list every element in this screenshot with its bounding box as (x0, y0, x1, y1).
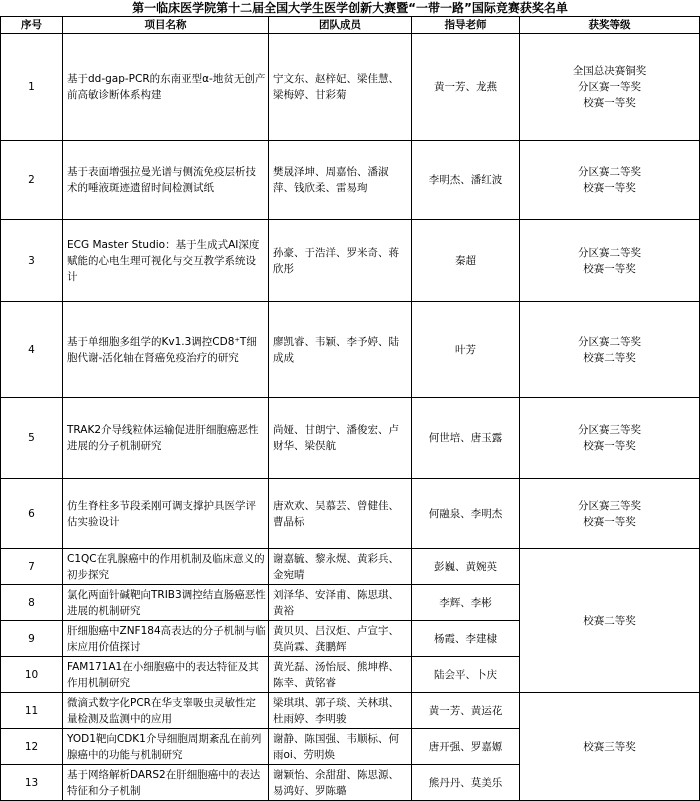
row-team: 唐欢欢、吴慕芸、曾健佳、曹晶标 (269, 479, 412, 549)
row-advisor: 何世培、唐玉露 (412, 398, 520, 479)
header-team: 团队成员 (269, 17, 412, 34)
merged-award-school-third: 校赛三等奖 (520, 693, 700, 801)
row-team: 宁文东、赵梓妃、梁佳慧、梁梅婷、甘彩菊 (269, 34, 412, 141)
row-project: 仿生脊柱多节段柔刚可调支撑护具医学评估实验设计 (63, 479, 269, 549)
row-team: 谢嘉毓、黎永熀、黄彩兵、金宛晴 (269, 549, 412, 585)
table-row (1, 302, 700, 398)
row-advisor: 彭巍、黄婉英 (412, 549, 520, 585)
table-row (1, 693, 700, 729)
row-no: 8 (1, 585, 63, 621)
row-project: 微滴式数字化PCR在华支睾吸虫灵敏性定量检测及监测中的应用 (63, 693, 269, 729)
row-team: 廖凯睿、韦颖、李予婷、陆成成 (269, 302, 412, 398)
row-no: 9 (1, 621, 63, 657)
award-line: 分区赛二等奖 (578, 246, 641, 259)
award-line: 分区赛三等奖 (578, 424, 641, 436)
row-team: 黄贝贝、吕汉炬、卢宣宇、莫尚霖、龚鹏辉 (269, 621, 412, 657)
table-row (1, 34, 700, 141)
row-project: 氯化两面针碱靶向TRIB3调控结直肠癌恶性进展的机制研究 (63, 585, 269, 621)
table-header-row (1, 17, 700, 34)
row-no: 10 (1, 657, 63, 693)
row-team: 尚娅、甘朗宁、潘俊宏、卢财华、梁俣航 (269, 398, 412, 479)
row-no: 6 (1, 479, 63, 549)
row-no: 7 (1, 549, 63, 585)
row-no: 13 (1, 765, 63, 801)
row-advisor: 秦超 (412, 220, 520, 302)
row-project: TRAK2介导线粒体运输促进肝细胞癌恶性进展的分子机制研究 (63, 398, 269, 479)
award-line: 全国总决赛铜奖 (572, 65, 647, 77)
row-team: 樊晟泽坤、周嘉怡、潘淑萍、钱欣柔、雷易珣 (269, 141, 412, 220)
row-project: C1QC在乳腺癌中的作用机制及临床意义的初步探究 (63, 549, 269, 585)
table-row (1, 398, 700, 479)
header-no: 序号 (1, 17, 63, 34)
award-line: 校赛二等奖 (583, 351, 636, 364)
row-advisor: 李明杰、潘红波 (412, 141, 520, 220)
row-award (520, 141, 700, 220)
row-advisor: 何融泉、李明杰 (412, 479, 520, 549)
award-table (0, 16, 700, 801)
row-advisor: 熊丹丹、莫美乐 (412, 765, 520, 801)
row-advisor: 李辉、李彬 (412, 585, 520, 621)
row-project: YOD1靶向CDK1介导细胞周期紊乱在前列腺癌中的功能与机制研究 (63, 729, 269, 765)
award-line: 分区赛二等奖 (578, 166, 641, 178)
row-project: 基于网络解析DARS2在肝细胞癌中的表达特征和分子机制 (63, 765, 269, 801)
row-project: 基于表面增强拉曼光谱与侧流免疫层析技术的唾液斑迹遗留时间检测试纸 (63, 141, 269, 220)
row-no: 11 (1, 693, 63, 729)
row-team: 黄光磊、汤怡辰、熊坤桦、陈幸、黄铭睿 (269, 657, 412, 693)
row-project: FAM171A1在小细胞癌中的表达特征及其作用机制研究 (63, 657, 269, 693)
row-advisor: 陆会平、卜庆 (412, 657, 520, 693)
table-row (1, 549, 700, 585)
row-team: 谢颖怡、余甜甜、陈思源、易鸿好、罗陈璐 (269, 765, 412, 801)
row-no: 1 (1, 34, 63, 141)
table-row (1, 141, 700, 220)
row-project: 基于单细胞多组学的Kv1.3调控CD8⁺T细胞代谢-活化轴在肾癌免疫治疗的研究 (63, 302, 269, 398)
row-award (520, 34, 700, 141)
row-award (520, 398, 700, 479)
row-advisor: 叶芳 (412, 302, 520, 398)
table-row (1, 479, 700, 549)
row-project: ECG Master Studio：基于生成式AI深度赋能的心电生理可视化与交互教学系统设计 (63, 220, 269, 302)
merged-award-school-second: 校赛二等奖 (520, 549, 700, 693)
header-project: 项目名称 (63, 17, 269, 34)
row-award (520, 220, 700, 302)
row-award (520, 302, 700, 398)
row-no: 5 (1, 398, 63, 479)
row-team: 刘泽华、安泽甫、陈思琪、黄裕 (269, 585, 412, 621)
row-advisor: 黄一芳、龙燕 (412, 34, 520, 141)
document-title: 第一临床医学院第十二届全国大学生医学创新大赛暨“一带一路”国际竞赛获奖名单 (132, 1, 568, 15)
award-line: 校赛一等奖 (583, 182, 636, 194)
row-project: 基于dd-gap-PCR的东南亚型α-地贫无创产前高敏诊断体系构建 (63, 34, 269, 141)
award-line: 校赛一等奖 (583, 97, 636, 109)
row-award (520, 479, 700, 549)
row-team: 谢静、陈国强、韦顺标、何雨oi、劳明焕 (269, 729, 412, 765)
award-line: 分区赛一等奖 (578, 81, 641, 93)
header-advisor: 指导老师 (412, 17, 520, 34)
header-award: 获奖等级 (520, 17, 700, 34)
row-no: 4 (1, 302, 63, 398)
award-line: 校赛一等奖 (583, 440, 636, 452)
award-line: 分区赛三等奖 (578, 499, 641, 512)
row-advisor: 黄一芳、黄运花 (412, 693, 520, 729)
row-advisor: 杨霞、李建棣 (412, 621, 520, 657)
row-no: 2 (1, 141, 63, 220)
row-project: 肝细胞癌中ZNF184高表达的分子机制与临床应用价值探讨 (63, 621, 269, 657)
award-line: 校赛一等奖 (583, 262, 636, 275)
award-line: 校赛一等奖 (583, 515, 636, 528)
row-no: 3 (1, 220, 63, 302)
award-line: 分区赛二等奖 (578, 335, 641, 348)
row-advisor: 唐开强、罗嘉嫄 (412, 729, 520, 765)
row-team: 梁琪琪、郭子琰、关林琪、杜雨婷、李明骏 (269, 693, 412, 729)
table-row (1, 220, 700, 302)
row-team: 孙豪、于浩洋、罗米奇、蒋欣彤 (269, 220, 412, 302)
row-no: 12 (1, 729, 63, 765)
